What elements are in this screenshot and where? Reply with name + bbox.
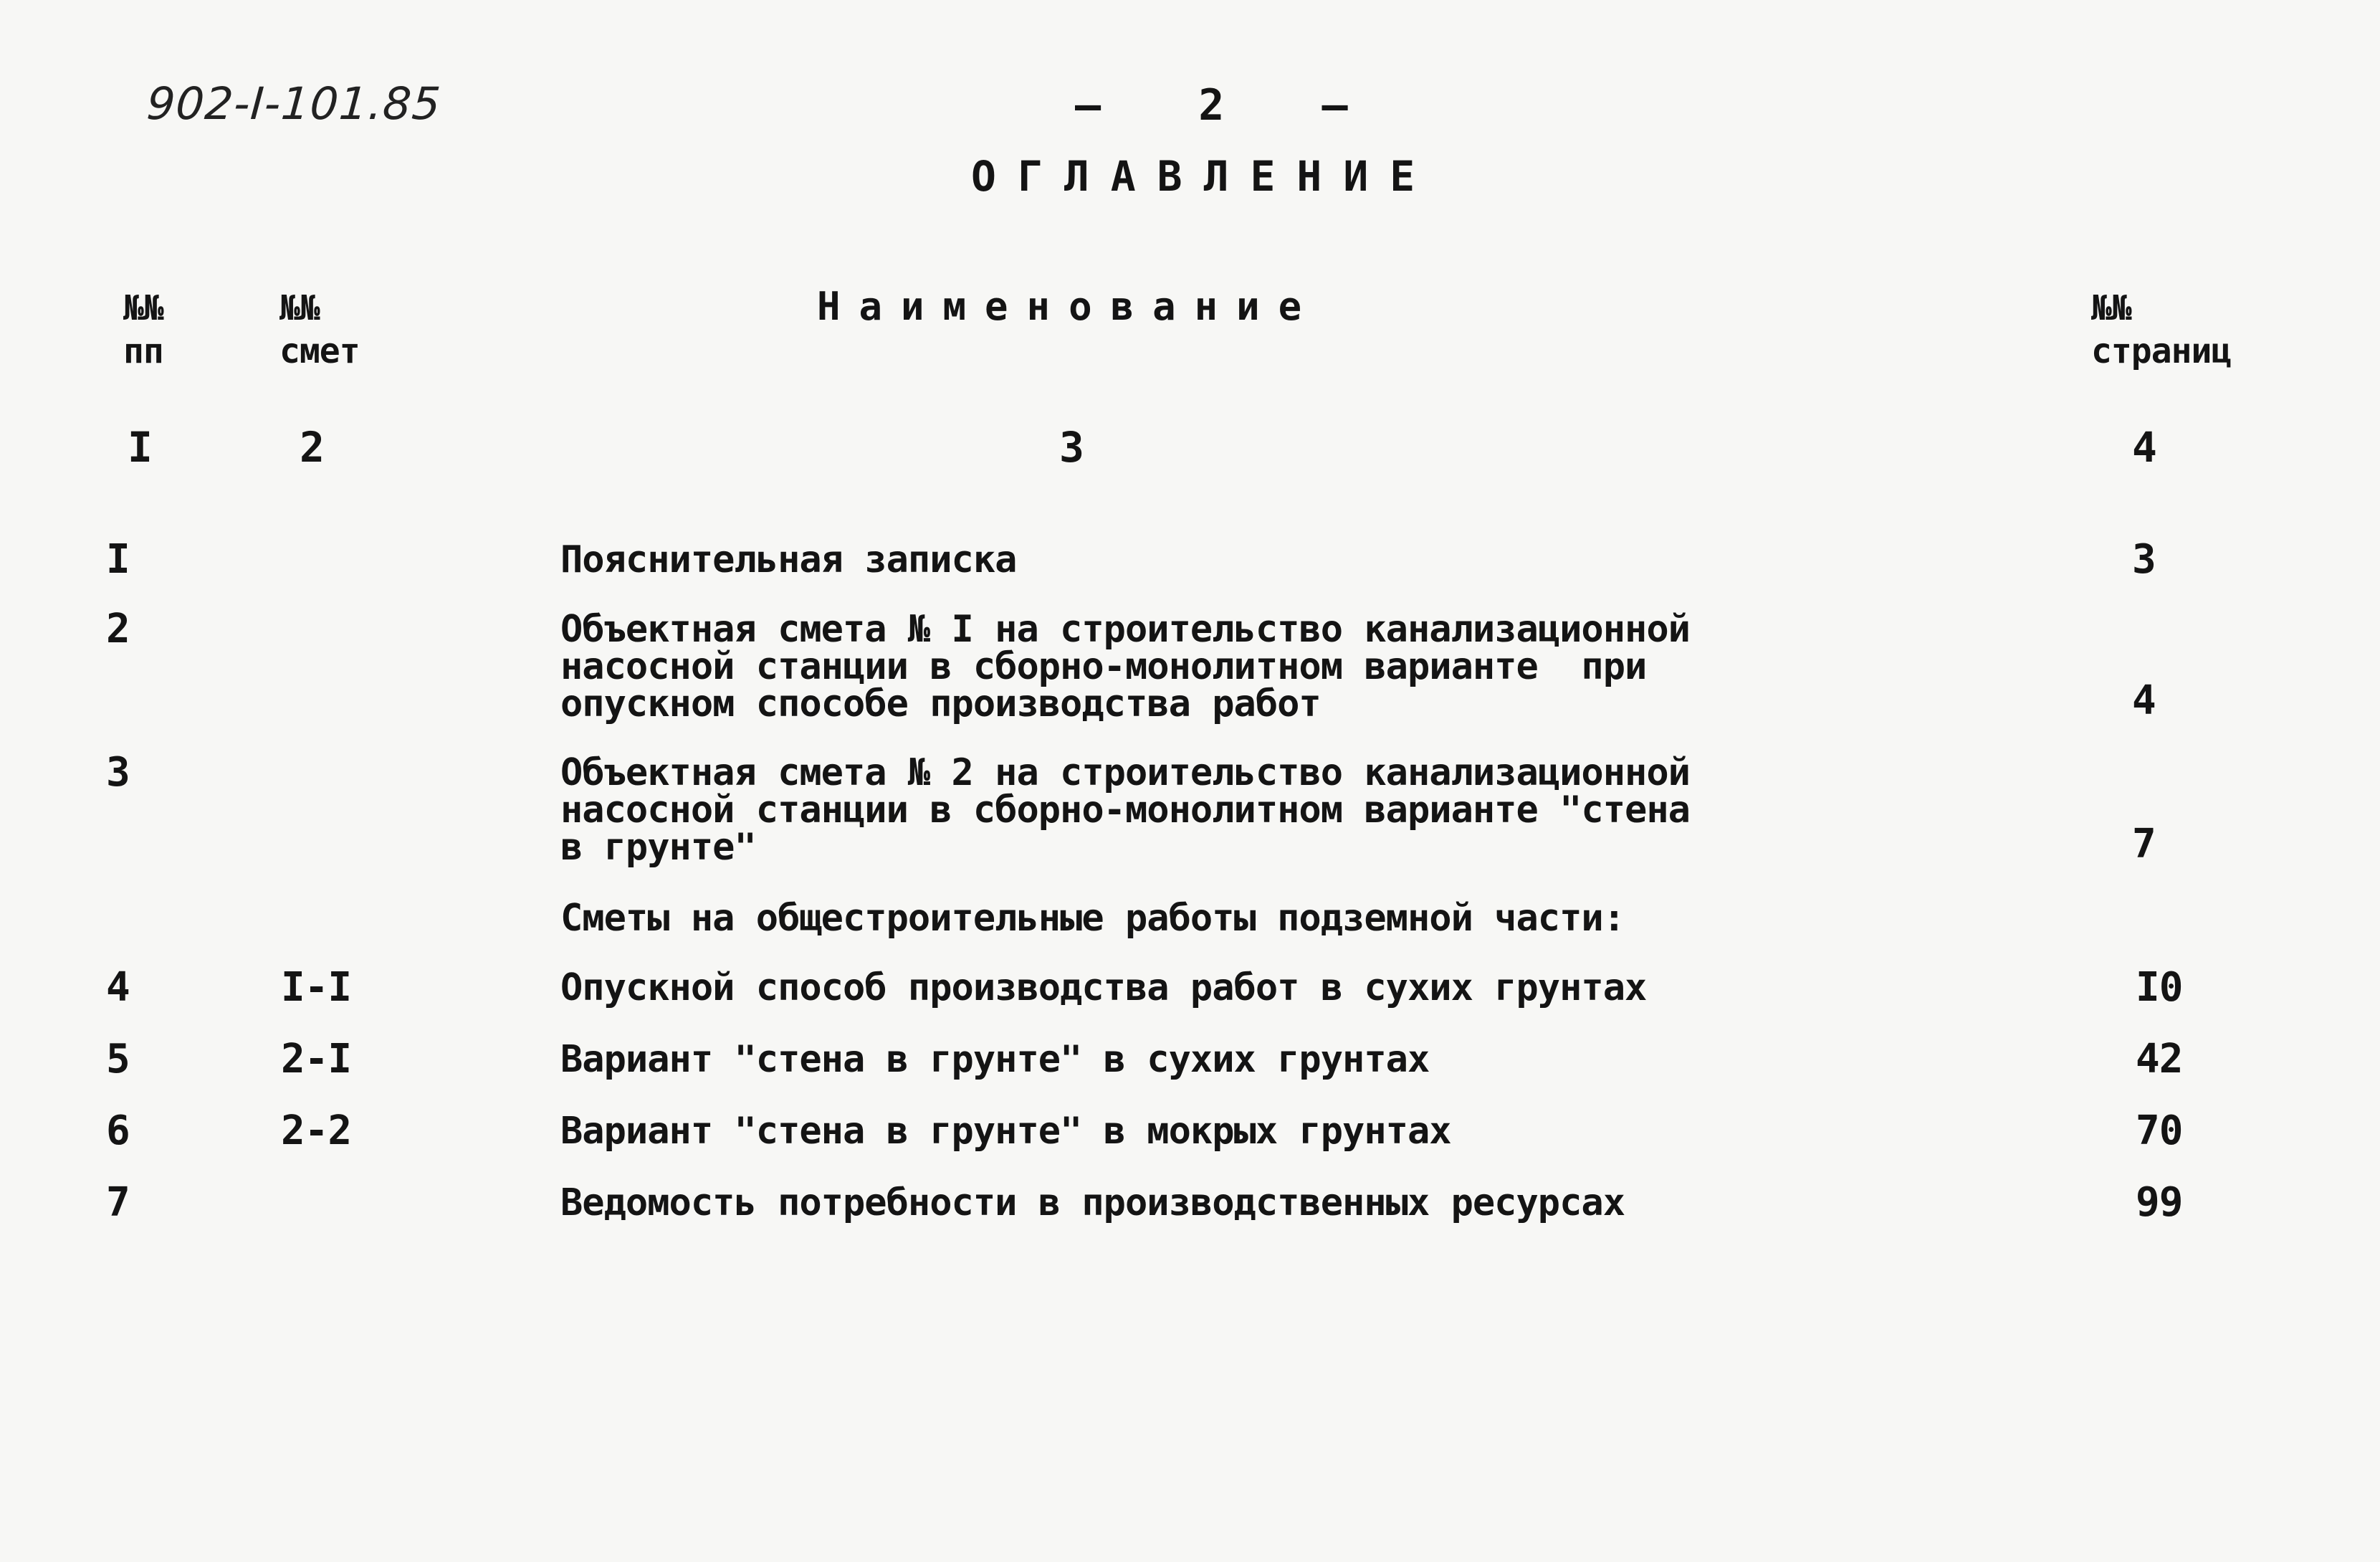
row-name: Пояснительная записка (560, 538, 1017, 581)
row-estimate: I-I (281, 964, 352, 1011)
row-name: Объектная смета № I на строительство канализационной насосной станции в сборно-монолитном варианте при опускном способе производства работ (560, 608, 1690, 725)
row-name: Сметы на общестроительные работы подземной части: (560, 897, 1625, 940)
row-estimate: 2-2 (281, 1108, 352, 1154)
row-number: 5 (106, 1036, 130, 1082)
row-name: Объектная смета № 2 на строительство канализационной насосной станции в сборно-монолитном варианте "стена в грунте" (560, 751, 1690, 869)
column-number-1: I (128, 423, 153, 472)
header-name: Наименование (817, 284, 1321, 329)
row-name: Ведомость потребности в производственных ресурсах (560, 1181, 1625, 1224)
column-number-3: 3 (1059, 423, 1084, 472)
row-number: 2 (106, 606, 130, 652)
row-number: 4 (106, 964, 130, 1011)
row-page: 7 (2132, 821, 2156, 867)
header-row-number: №№ пп (123, 288, 163, 371)
row-page: 99 (2136, 1179, 2183, 1226)
header-estimate-number: №№ смет (279, 288, 360, 371)
row-number: 7 (106, 1179, 130, 1226)
header-page-number: №№ страниц (2091, 288, 2232, 371)
row-page: I0 (2136, 964, 2183, 1011)
page-title: ОГЛАВЛЕНИЕ (971, 152, 1437, 201)
row-page: 70 (2136, 1108, 2183, 1154)
row-name: Опускной способ производства работ в сухих грунтах (560, 966, 1647, 1009)
page-number: – 2 – (1075, 80, 1384, 130)
row-number: 3 (106, 749, 130, 796)
row-estimate: 2-I (281, 1036, 352, 1082)
row-number: I (106, 536, 130, 583)
column-number-2: 2 (300, 423, 325, 472)
document-code: 902-I-101.85 (145, 77, 443, 130)
column-number-4: 4 (2132, 423, 2157, 472)
row-page: 4 (2132, 677, 2156, 724)
row-page: 3 (2132, 536, 2156, 583)
row-number: 6 (106, 1108, 130, 1154)
row-page: 42 (2136, 1036, 2183, 1082)
row-name: Вариант "стена в грунте" в мокрых грунтах (560, 1110, 1451, 1153)
row-name: Вариант "стена в грунте" в сухих грунтах (560, 1038, 1430, 1081)
